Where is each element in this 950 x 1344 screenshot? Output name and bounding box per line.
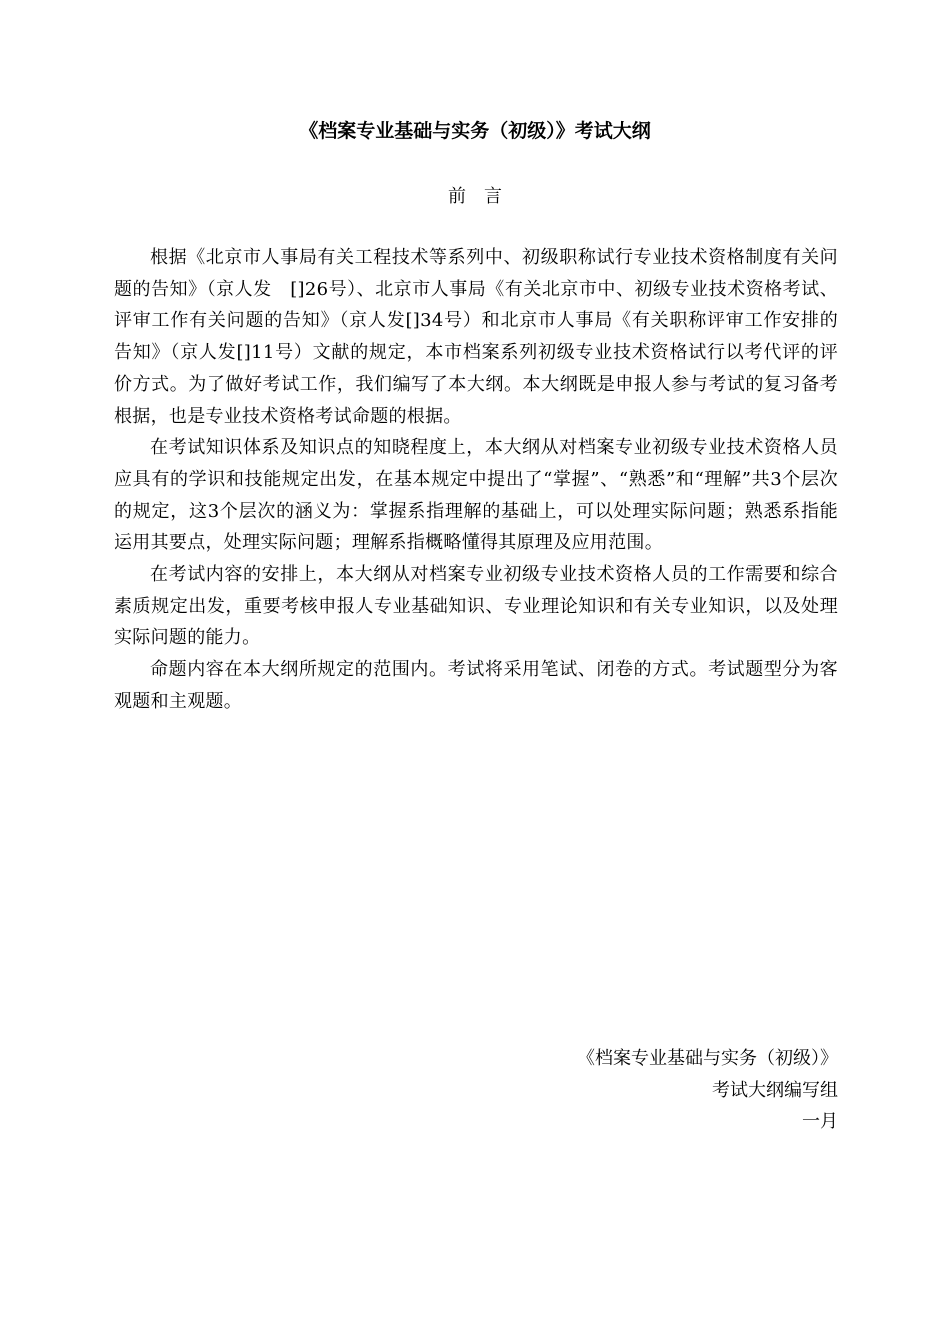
signature-date: 一月: [802, 1111, 838, 1133]
signature-document-name: 《档案专业基础与实务（初级）》: [577, 1048, 838, 1069]
document-title: 《档案专业基础与实务（初级）》考试大纲: [299, 120, 651, 142]
paragraph: 在考试内容的安排上，本大纲从对档案专业初级专业技术资格人员的工作需要和综合素质规定出发，重要考核申报人专业基础知识、专业理论知识和有关专业知识，以及处理实际问题的能力。: [114, 564, 838, 649]
paragraph: 在考试知识体系及知识点的知晓程度上，本大纲从对档案专业初级专业技术资格人员应具有的学识和技能规定出发，在基本规定中提出了“掌握”、“熟悉”和“理解”共3个层次的规定，这3个层次的涵义为：掌握系指理解的基础上，可以处理实际问题；熟悉系指能运用其要点，处理实际问题；理解系指概略懂得其原理及应用范围。: [114, 437, 838, 554]
paragraph: 命题内容在本大纲所规定的范围内。考试将采用笔试、闭卷的方式。考试题型分为客观题和主观题。: [114, 659, 838, 712]
preface-body: [114, 242, 838, 718]
section-heading-preface: 前 言: [448, 186, 502, 207]
paragraph: 根据《北京市人事局有关工程技术等系列中、初级职称试行专业技术资格制度有关问题的告知》（京人发 []26号）、北京市人事局《有关北京市中、初级专业技术资格考试、评审工作有关问题的告知》（京人发[]34号）和北京市人事局《有关职称评审工作安排的告知》（京人发[]11号）文献的规定，本市档案系列初级专业技术资格试行以考代评的评价方式。为了做好考试工作，我们编写了本大纲。本大纲既是申报人参与考试的复习备考根据，也是专业技术资格考试命题的根据。: [114, 247, 838, 427]
signature-author: 考试大纲编写组: [712, 1079, 838, 1101]
signature-block: [400, 1043, 838, 1138]
